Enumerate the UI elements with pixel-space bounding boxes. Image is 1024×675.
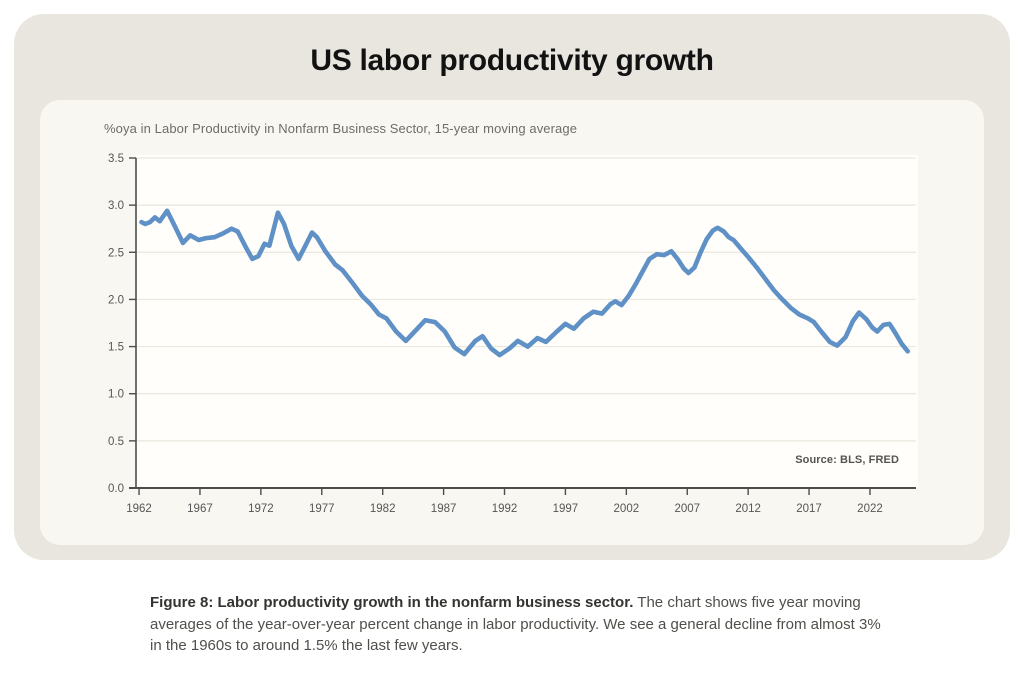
x-tick-label: 2002 (613, 503, 640, 515)
x-tick-label: 1987 (430, 503, 457, 515)
y-tick-label: 3.0 (108, 200, 124, 213)
x-tick-label: 2007 (674, 503, 701, 515)
caption-body: The chart shows five year moving averages of the year-over-year percent change in labor productivity. We see a general decline from almost 3% in the 1960s to around 1.5% the last few years. (150, 594, 881, 654)
y-tick-label: 3.5 (108, 153, 124, 165)
figure-caption (150, 592, 895, 657)
y-tick-label: 2.0 (108, 294, 124, 307)
chart-card (40, 100, 984, 545)
chart-panel (14, 14, 1010, 560)
y-tick-label: 1.0 (108, 388, 124, 401)
caption-figure-label: Figure 8: Labor productivity growth in the nonfarm business sector. (150, 594, 634, 611)
x-tick-label: 1967 (187, 503, 213, 515)
source-label: Source: BLS, FRED (795, 454, 899, 466)
x-tick-label: 1992 (491, 503, 518, 515)
x-tick-label: 1962 (126, 503, 152, 515)
x-tick-label: 1977 (308, 503, 335, 515)
x-tick-label: 2017 (796, 503, 822, 515)
page-title: US labor productivity growth (310, 44, 714, 77)
y-tick-label: 0.5 (108, 435, 124, 448)
x-tick-label: 1982 (369, 503, 396, 515)
chart-subtitle: %oya in Labor Productivity in Nonfarm Business Sector, 15-year moving average (104, 121, 578, 136)
y-tick-label: 2.5 (108, 247, 124, 260)
y-tick-label: 0.0 (108, 483, 124, 495)
line-chart (40, 100, 984, 545)
x-tick-label: 2012 (735, 503, 761, 515)
x-tick-label: 1972 (248, 503, 274, 515)
x-tick-label: 1997 (552, 503, 579, 515)
y-tick-label: 1.5 (108, 341, 124, 354)
x-tick-label: 2022 (857, 503, 883, 515)
